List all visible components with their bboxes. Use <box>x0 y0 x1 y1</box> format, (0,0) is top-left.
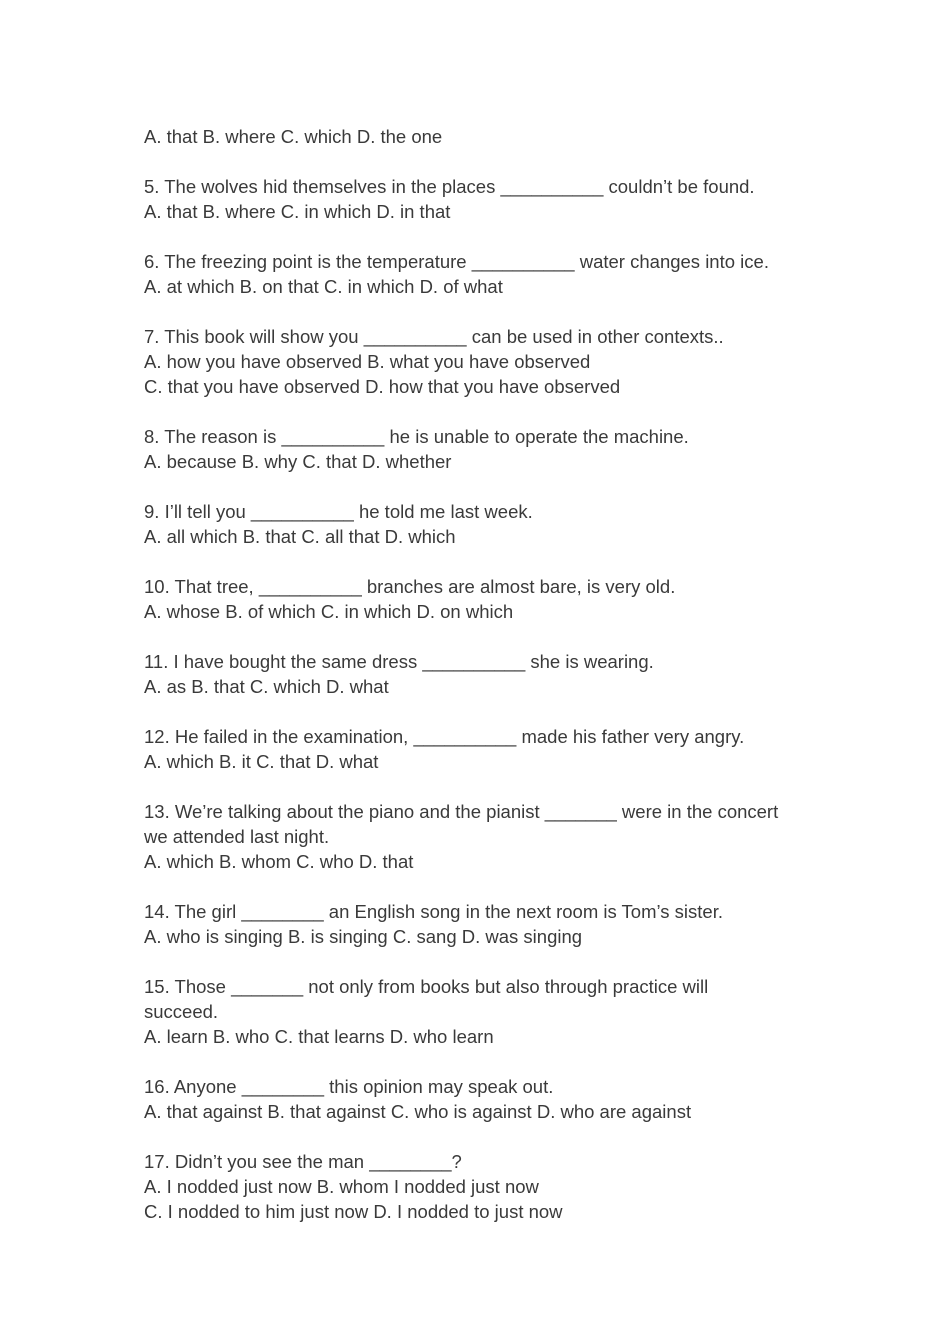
answer-options: A. because B. why C. that D. whether <box>144 451 452 472</box>
answer-options: A. which B. it C. that D. what <box>144 751 379 772</box>
question-text: 7. This book will show you __________ can be used in other contexts.. <box>144 326 724 347</box>
question-text: 9. I’ll tell you __________ he told me last week. <box>144 501 533 522</box>
question-text: we attended last night. <box>144 826 330 847</box>
question-block <box>144 499 824 549</box>
answer-options: A. that against B. that against C. who is against D. who are against <box>144 1101 692 1122</box>
document-page <box>144 124 824 1249</box>
question-text: 12. He failed in the examination, __________ made his father very angry. <box>144 726 745 747</box>
question-block <box>144 174 824 224</box>
question-block <box>144 724 824 774</box>
question-block <box>144 974 824 1049</box>
question-text: 16. Anyone ________ this opinion may speak out. <box>144 1076 554 1097</box>
answer-options: A. at which B. on that C. in which D. of what <box>144 276 503 297</box>
question-text: 11. I have bought the same dress __________ she is wearing. <box>144 651 654 672</box>
question-block <box>144 1149 824 1224</box>
question-text: succeed. <box>144 1001 219 1022</box>
question-text: 17. Didn’t you see the man ________? <box>144 1151 462 1172</box>
answer-options: C. I nodded to him just now D. I nodded to just now <box>144 1201 563 1222</box>
answer-options: A. all which B. that C. all that D. which <box>144 526 456 547</box>
question-block <box>144 124 824 149</box>
question-text: 15. Those _______ not only from books but also through practice will <box>144 976 709 997</box>
answer-options: A. how you have observed B. what you have observed <box>144 351 591 372</box>
question-block <box>144 574 824 624</box>
answer-options: C. that you have observed D. how that you have observed <box>144 376 621 397</box>
question-block <box>144 1074 824 1124</box>
question-block <box>144 424 824 474</box>
question-block <box>144 324 824 399</box>
question-text: 6. The freezing point is the temperature __________ water changes into ice. <box>144 251 769 272</box>
question-block <box>144 899 824 949</box>
answer-options: A. I nodded just now B. whom I nodded just now <box>144 1176 539 1197</box>
question-text: 8. The reason is __________ he is unable to operate the machine. <box>144 426 689 447</box>
question-text: 10. That tree, __________ branches are almost bare, is very old. <box>144 576 676 597</box>
question-text: 13. We’re talking about the piano and the pianist _______ were in the concert <box>144 801 779 822</box>
answer-options: A. as B. that C. which D. what <box>144 676 389 697</box>
question-block <box>144 249 824 299</box>
answer-options: A. learn B. who C. that learns D. who learn <box>144 1026 494 1047</box>
question-text: 5. The wolves hid themselves in the places __________ couldn’t be found. <box>144 176 755 197</box>
answer-options: A. who is singing B. is singing C. sang D. was singing <box>144 926 583 947</box>
answer-options: A. which B. whom C. who D. that <box>144 851 414 872</box>
question-text: 14. The girl ________ an English song in the next room is Tom’s sister. <box>144 901 723 922</box>
question-block <box>144 649 824 699</box>
answer-options: A. that B. where C. in which D. in that <box>144 201 451 222</box>
answer-options: A. whose B. of which C. in which D. on which <box>144 601 514 622</box>
question-block <box>144 799 824 874</box>
text-line: A. that B. where C. which D. the one <box>144 126 443 147</box>
